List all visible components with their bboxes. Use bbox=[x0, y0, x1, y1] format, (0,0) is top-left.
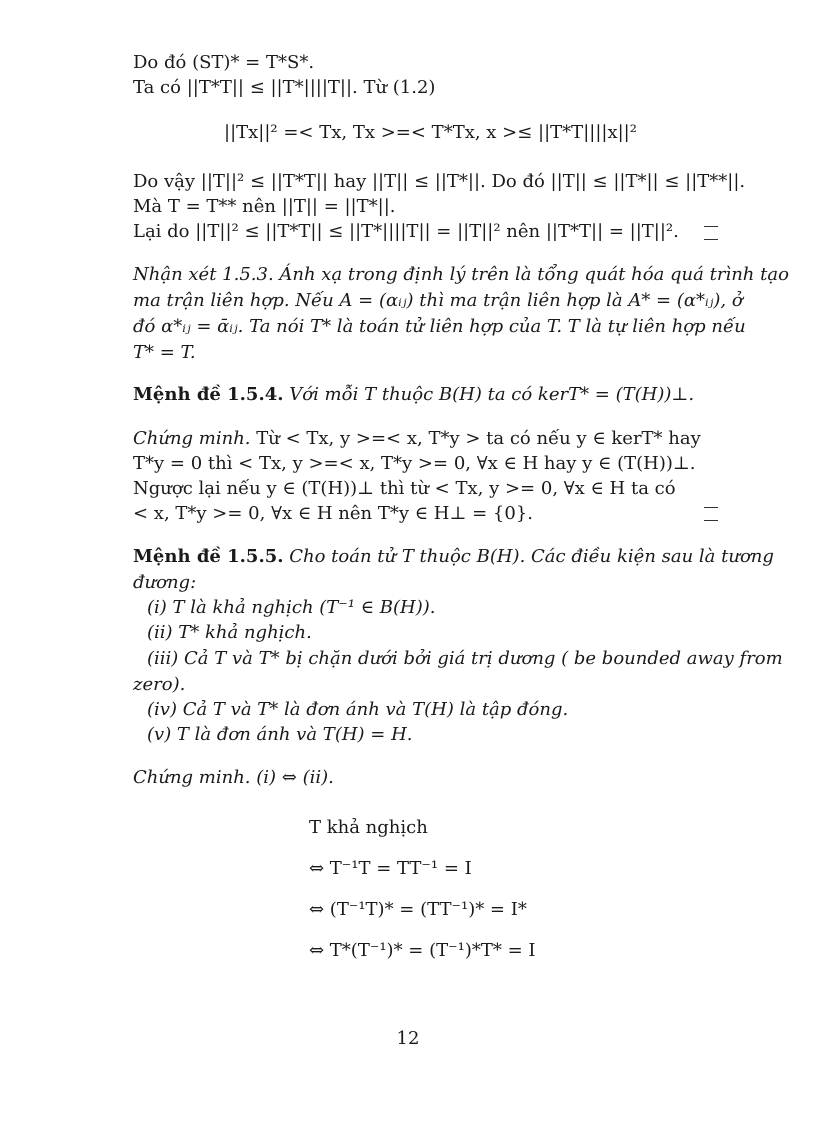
text-line: Mà T = T** nên ||T|| = ||T*||. bbox=[133, 196, 396, 217]
condition-item: (iii) Cả T và T* bị chặn dưới bởi giá trị dương ( be bounded away from bbox=[147, 648, 783, 669]
remark-line: Nhận xét 1.5.3. Ánh xạ trong định lý trên là tổng quát hóa quá trình tạo bbox=[133, 264, 789, 285]
proof-heading: Chứng minh. bbox=[133, 428, 251, 449]
display-equation: ||Tx||² =< Tx, Tx >=< T*Tx, x >≤ ||T*T||||x||² bbox=[224, 122, 637, 143]
condition-item: (ii) T* khả nghịch. bbox=[147, 622, 312, 643]
text-line: Lại do ||T||² ≤ ||T*T|| ≤ ||T*||||T|| = ||T||² nên ||T*T|| = ||T||². bbox=[133, 221, 679, 242]
proof-heading: Chứng minh. (i) ⇔ (ii). bbox=[133, 767, 334, 788]
derivation-line: ⇔ T⁻¹T = TT⁻¹ = I bbox=[309, 858, 472, 879]
proof-line: < x, T*y >= 0, ∀x ∈ H nên T*y ∈ H⊥ = {0}. bbox=[133, 503, 534, 524]
condition-item: (v) T là đơn ánh và T(H) = H. bbox=[147, 724, 413, 745]
condition-item: (iv) Cả T và T* là đơn ánh và T(H) là tập đóng. bbox=[147, 699, 569, 720]
proof-line: Ngược lại nếu y ∈ (T(H))⊥ thì từ < Tx, y >= 0, ∀x ∈ H ta có bbox=[133, 478, 676, 499]
proposition-heading: Mệnh đề 1.5.4. bbox=[133, 384, 284, 405]
proposition-text: Với mỗi T thuộc B(H) ta có kerT* = (T(H))⊥. bbox=[289, 384, 695, 405]
page-number: 12 bbox=[396, 1028, 420, 1049]
proof-line bbox=[133, 428, 701, 450]
remark-line: ma trận liên hợp. Nếu A = (αᵢⱼ) thì ma trận liên hợp là A* = (α*ᵢⱼ), ở bbox=[133, 290, 743, 311]
text-line: Do vậy ||T||² ≤ ||T*T|| hay ||T|| ≤ ||T*||. Do đó ||T|| ≤ ||T*|| ≤ ||T**||. bbox=[133, 171, 746, 192]
proposition-1-5-5 bbox=[133, 546, 774, 568]
remark-line: T* = T. bbox=[133, 342, 196, 363]
proposition-text: Cho toán tử T thuộc B(H). Các điều kiện sau là tương bbox=[289, 546, 774, 567]
qed-symbol bbox=[704, 226, 718, 240]
proposition-1-5-4 bbox=[133, 384, 694, 406]
derivation-line: ⇔ (T⁻¹T)* = (TT⁻¹)* = I* bbox=[309, 899, 527, 920]
condition-item: (i) T là khả nghịch (T⁻¹ ∈ B(H)). bbox=[147, 597, 436, 618]
qed-symbol bbox=[704, 507, 718, 521]
condition-item: zero). bbox=[133, 674, 186, 695]
remark-line: đó α*ᵢⱼ = ᾱᵢⱼ. Ta nói T* là toán tử liên hợp của T. T là tự liên hợp nếu bbox=[133, 316, 746, 337]
text-line: Do đó (ST)* = T*S*. bbox=[133, 52, 315, 73]
proof-text: Từ < Tx, y >=< x, T*y > ta có nếu y ∈ kerT* hay bbox=[256, 428, 701, 449]
text-line: Ta có ||T*T|| ≤ ||T*||||T||. Từ (1.2) bbox=[133, 77, 436, 98]
derivation-line: T khả nghịch bbox=[309, 817, 428, 838]
proposition-text: đương: bbox=[133, 572, 197, 593]
derivation-line: ⇔ T*(T⁻¹)* = (T⁻¹)*T* = I bbox=[309, 940, 536, 961]
proof-line: T*y = 0 thì < Tx, y >=< x, T*y >= 0, ∀x ∈ H hay y ∈ (T(H))⊥. bbox=[133, 453, 696, 474]
proposition-heading: Mệnh đề 1.5.5. bbox=[133, 546, 284, 567]
